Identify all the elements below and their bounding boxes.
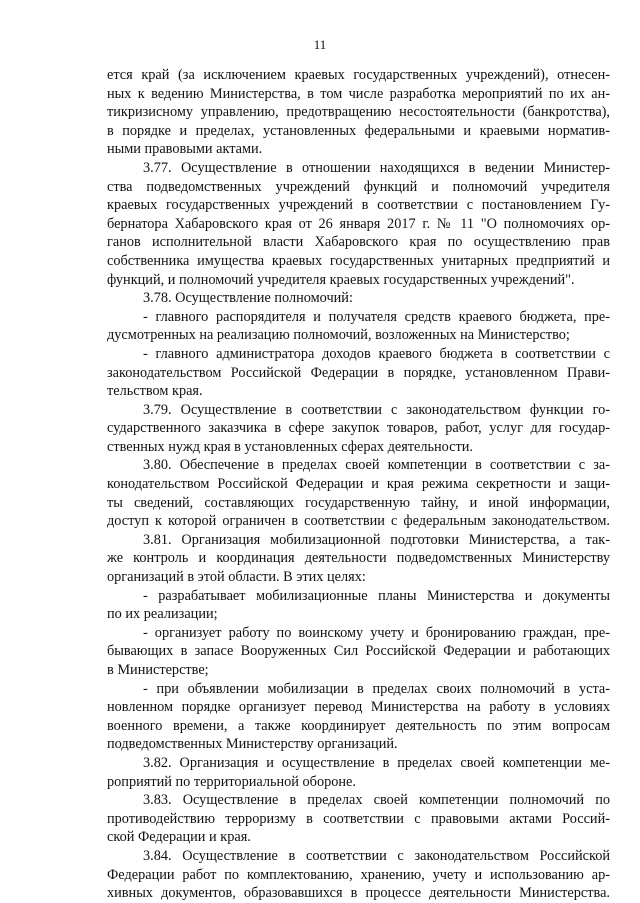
text-line: 3.77. Осуществление в отношении находящихся в ведении Министер- <box>143 159 610 176</box>
page-number: 11 <box>313 37 327 52</box>
text-line: тельством края. <box>107 383 203 400</box>
text-line: ется край (за исключением краевых государственных учреждений), отнесен- <box>107 67 610 83</box>
text-line: ганов исполнительной власти Хабаровского края по осуществлению прав <box>107 234 610 251</box>
text-line: законодательством Российской Федерации в порядке, установленном Прави- <box>107 364 610 381</box>
text-line: ственных нужд края в установленных сферах деятельности. <box>107 438 473 455</box>
text-line: собственника имущества краевых государственных унитарных предприятий и <box>107 252 610 269</box>
text-line: военного времени, а также координирует деятельность по этим вопросам <box>107 717 610 734</box>
text-line: по их реализации; <box>107 606 218 623</box>
text-line: ты сведений, составляющих государственную тайну, и иной информации, <box>107 494 610 511</box>
text-line: в порядке и пределах, установленных федеральными и краевыми норматив- <box>107 122 610 139</box>
text-line: 3.79. Осуществление в соответствии с законодательством функции го- <box>143 401 610 418</box>
text-line: 3.80. Обеспечение в пределах своей компетенции в соответствии с за- <box>143 457 610 474</box>
text-line: сударственного заказчика в сфере закупок товаров, работ, услуг для государ- <box>107 420 610 437</box>
text-line: доступ к которой ограничен в соответствии с федеральным законодательством. <box>107 513 610 530</box>
text-line: ных к ведению Министерства, в том числе разработка мероприятий по их ан- <box>107 85 610 102</box>
text-line: 3.84. Осуществление в соответствии с законодательством Российской <box>143 847 610 864</box>
text-line: - при объявлении мобилизации в пределах своих полномочий в уста- <box>143 680 610 697</box>
text-line: же контроль и координация деятельности подведомственных Министерству <box>107 550 610 567</box>
text-line: - главного распорядителя и получателя средств краевого бюджета, пре- <box>143 308 610 325</box>
document-body <box>107 66 610 903</box>
text-line: ными правовыми актами. <box>107 141 263 158</box>
text-line: бывающих в запасе Вооруженных Сил Российской Федерации и работающих <box>107 643 610 660</box>
text-line: организаций в этой области. В этих целях: <box>107 569 366 586</box>
text-line: подведомственных Министерству организаций. <box>107 736 398 753</box>
text-line: дусмотренных на реализацию полномочий, возложенных на Министерство; <box>107 327 570 344</box>
text-line: хивных документов, образовавшихся в процессе деятельности Министерства. <box>107 885 610 902</box>
text-line: ства подведомственных учреждений функций и полномочий учредителя <box>107 178 610 195</box>
text-line: краевых государственных учреждений в соответствии с постановлением Гу- <box>107 197 610 214</box>
text-line: тикризисному управлению, предотвращению несостоятельности (банкротства), <box>107 104 610 121</box>
text-line: новленном порядке организует перевод Министерства на работу в условиях <box>107 699 610 716</box>
text-line: 3.82. Организация и осуществление в пределах своей компетенции ме- <box>143 754 610 771</box>
text-line: 3.83. Осуществление в пределах своей компетенции полномочий по <box>143 792 610 809</box>
text-line: роприятий по территориальной обороне. <box>107 773 356 790</box>
text-line: Федерации работ по комплектованию, хранению, учету и использованию ар- <box>107 866 610 883</box>
text-line: конодательством Российской Федерации и края режима секретности и защи- <box>107 476 610 493</box>
text-line: ской Федерации и края. <box>107 829 251 846</box>
text-line: - главного администратора доходов краевого бюджета в соответствии с <box>143 345 610 362</box>
text-line: - разрабатывает мобилизационные планы Министерства и документы <box>143 587 610 604</box>
text-line: бернатора Хабаровского края от 26 января 2017 г. № 11 "О полномочиях ор- <box>107 215 610 232</box>
text-line: 3.81. Организация мобилизационной подготовки Министерства, а так- <box>143 531 610 548</box>
text-line: функций, и полномочий учредителя краевых государственных учреждений". <box>107 271 575 288</box>
text-line: противодействию терроризму в соответствии с правовыми актами Россий- <box>107 810 610 827</box>
text-line: в Министерстве; <box>107 662 209 678</box>
text-line: - организует работу по воинскому учету и бронированию граждан, пре- <box>143 624 610 641</box>
text-line: 3.78. Осуществление полномочий: <box>143 290 353 307</box>
